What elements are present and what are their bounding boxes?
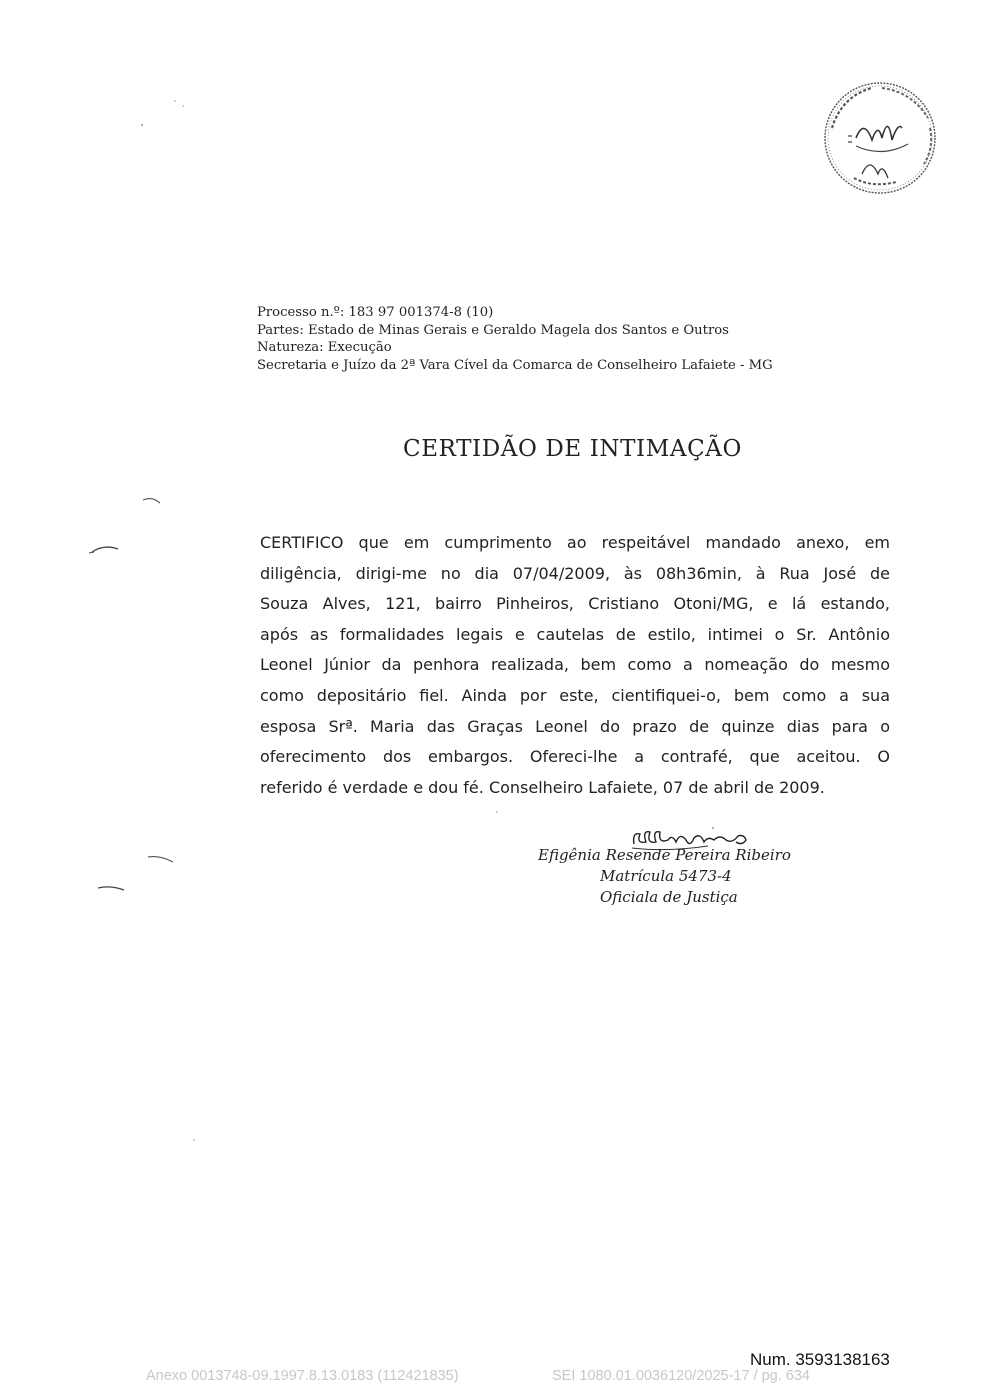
body-line: após as formalidades legais e cautelas de estilo, intimei o Sr. Antônio: [260, 624, 890, 644]
body-line: Leonel Júnior da penhora realizada, bem como a nomeação do mesmo: [260, 655, 890, 675]
signer-registration: Matrícula 5473-4: [600, 867, 732, 885]
body-line: como depositário fiel. Ainda por este, cientifiquei-o, bem como a sua: [260, 685, 890, 705]
court-stamp: [812, 78, 944, 198]
body-line: CERTIFICO que em cumprimento ao respeitável mandado anexo, em: [260, 533, 890, 552]
body-line: referido é verdade e dou fé. Conselheiro Lafaiete, 07 de abril de 2009.: [260, 777, 825, 797]
body-line: Souza Alves, 121, bairro Pinheiros, Cristiano Otoni/MG, e lá estando,: [260, 594, 890, 614]
court-line: Secretaria e Juízo da 2ª Vara Cível da Comarca de Conselheiro Lafaiete - MG: [257, 357, 773, 373]
body-line: oferecimento dos embargos. Ofereci-lhe a contrafé, que aceitou. O: [260, 747, 890, 767]
body-line: diligência, dirigi-me no dia 07/04/2009, às 08h36min, à Rua José de: [260, 563, 890, 583]
case-header: [257, 304, 877, 374]
document-number: Num. 3593138163: [750, 1350, 890, 1369]
process-number: Processo n.º: 183 97 001374-8 (10): [257, 305, 494, 320]
annex-reference: Anexo 0013748-09.1997.8.13.0183 (112421835): [146, 1368, 459, 1384]
signer-name: Efigênia Resende Pereira Ribeiro: [538, 846, 791, 864]
signer-role: Oficiala de Justiça: [600, 888, 738, 906]
nature-line: Natureza: Execução: [257, 340, 392, 356]
certificate-body: [260, 528, 890, 803]
signature-block: [538, 845, 838, 908]
body-line: esposa Srª. Maria das Graças Leonel do prazo de quinze dias para o: [260, 716, 890, 736]
parties-line: Partes: Estado de Minas Gerais e Geraldo Magela dos Santos e Outros: [257, 322, 729, 338]
document-title: CERTIDÃO DE INTIMAÇÃO: [403, 436, 742, 462]
sei-reference: SEI 1080.01.0036120/2025-17 / pg. 634: [552, 1368, 810, 1384]
